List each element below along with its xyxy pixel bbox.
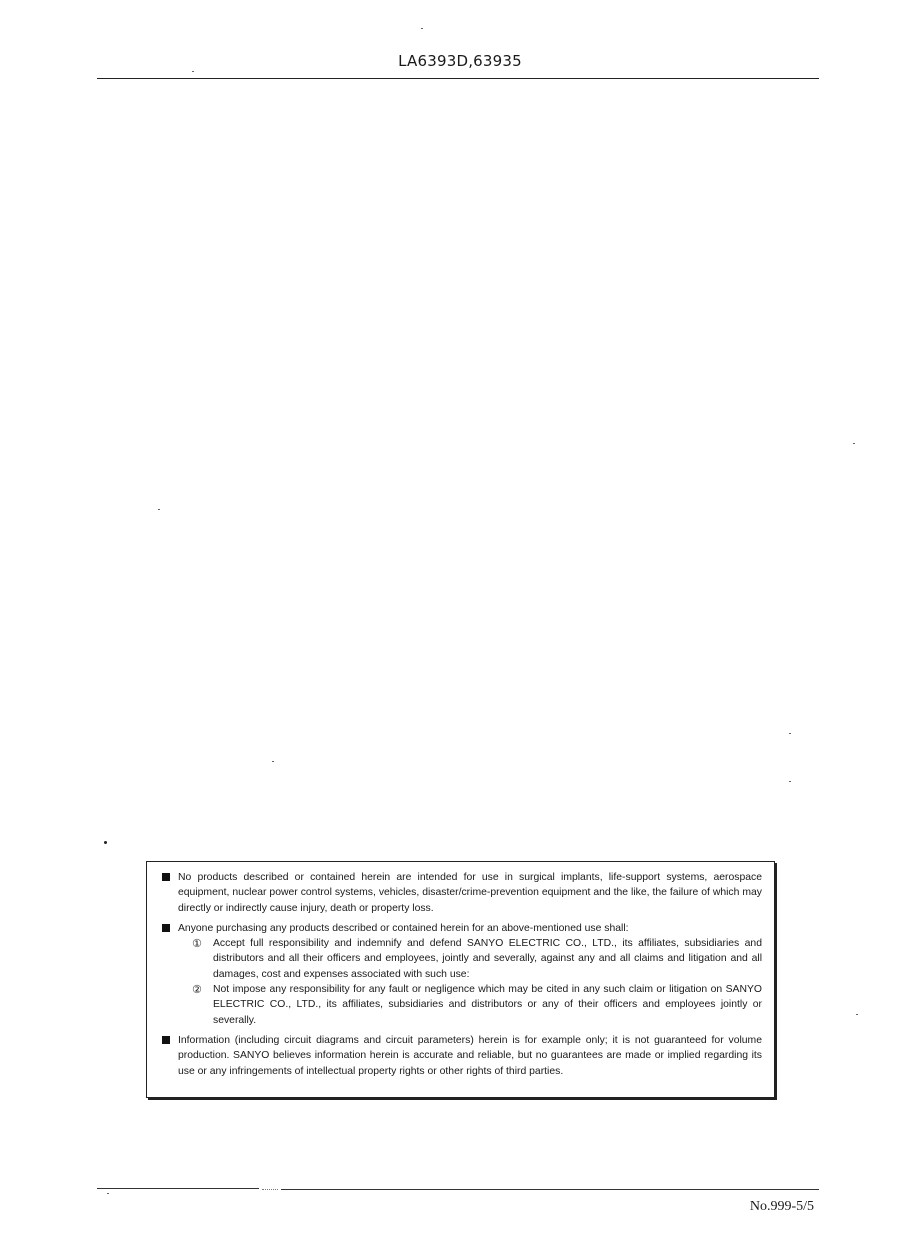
document-number: No.999-5/5 <box>749 1199 814 1214</box>
notice-sub-item <box>178 982 762 1028</box>
notice-text: Anyone purchasing any products described or contained herein for an above-mentioned use shall: <box>178 922 629 934</box>
scan-speck <box>853 443 855 444</box>
scan-speck <box>107 1193 109 1194</box>
header-divider <box>97 78 819 79</box>
footer-divider <box>97 1188 259 1189</box>
footer-divider-gap <box>262 1189 278 1190</box>
scan-speck <box>856 1014 858 1015</box>
disclaimer-notice <box>161 921 762 1028</box>
notice-text: No products described or contained herein are intended for use in surgical implants, life-support systems, aerospace equipment, nuclear power control systems, vehicles, disaster/crime-prevention equipment and the like, the failure of which may directly or indirectly cause injury, death or property loss. <box>178 872 762 914</box>
disclaimer-notice <box>161 1033 762 1079</box>
disclaimer-notice <box>161 870 762 916</box>
square-bullet-icon <box>162 873 170 881</box>
square-bullet-icon <box>162 924 170 932</box>
scan-speck <box>192 71 194 72</box>
scan-speck <box>272 761 274 762</box>
part-number-header: LA6393D,63935 <box>398 52 522 70</box>
sub-item-text: Accept full responsibility and indemnify and defend SANYO ELECTRIC CO., LTD., its affiliates, subsidiaries and distributors and all their officers and employees, jointly and severally, against any and all claims and litigation and all damages, cost and expenses associated with such use: <box>213 938 762 980</box>
circled-number-1-icon: ① <box>192 937 202 951</box>
scan-speck <box>158 509 160 510</box>
sub-item-text: Not impose any responsibility for any fault or negligence which may be cited in any such claim or litigation on SANYO ELECTRIC CO., LTD., its affiliates, subsidiaries and distributors or any of their officers and employees jointly or severally. <box>213 984 762 1026</box>
footer-divider <box>281 1189 819 1190</box>
circled-number-2-icon: ② <box>192 983 202 997</box>
scan-speck <box>104 841 107 844</box>
notice-text: Information (including circuit diagrams and circuit parameters) herein is for example only; it is not guaranteed for volume production. SANYO believes information herein is accurate and reliable, but no guarantees are made or implied regarding its use or any infringements of intellectual property rights or other rights of third parties. <box>178 1034 762 1077</box>
disclaimer-box <box>146 861 775 1098</box>
notice-sub-item <box>178 936 762 982</box>
scan-speck <box>789 781 791 782</box>
scan-speck <box>789 733 791 734</box>
scan-speck <box>421 28 423 29</box>
square-bullet-icon <box>162 1036 170 1044</box>
